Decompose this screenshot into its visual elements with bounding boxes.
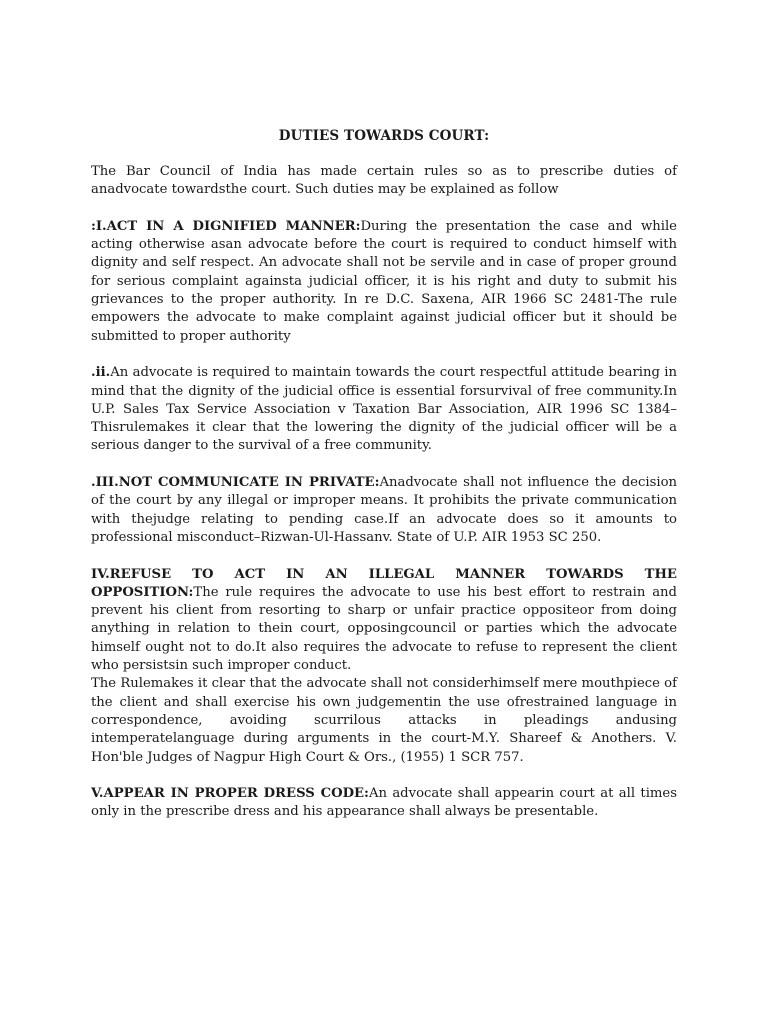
section-1-paragraph xyxy=(91,218,677,346)
section-2-body: An advocate is required to maintain towards the court respectful attitude bearing in mind that the dignity of the judicial office is essential forsurvival of free community.In U.P. Sales Tax Service Association v Taxation Bar Association, AIR 1996 SC 1384–Thisrulemakes it clear that the lowering the dignity of the judicial officer will be a serious danger to the survival of a free community. xyxy=(91,365,677,454)
section-1-heading: :I.ACT IN A DIGNIFIED MANNER: xyxy=(91,218,361,234)
section-4-extra-paragraph: The Rulemakes it clear that the advocate shall not considerhimself mere mouthpiece of the client and shall exercise his own judgementin the use ofrestrained language in correspondence, avoiding scurrilous attacks in pleadings andusing intemperatelanguage during arguments in the court-M.Y. Shareef & Anothers. V. Hon'ble Judges of Nagpur High Court & Ors., (1955) 1 SCR 757. xyxy=(91,676,677,765)
section-5-body: An advocate shall appearin court at all times only in the prescribe dress and his appearance shall always be presentable. xyxy=(91,786,677,820)
document-page xyxy=(91,127,677,822)
section-3-body: Anadvocate shall not influence the decision of the court by any illegal or improper means. It prohibits the private communication with thejudge relating to pending case.If an advocate does so it amounts to professional misconduct–Rizwan-Ul-Hassanv. State of U.P. AIR 1953 SC 250. xyxy=(91,475,678,545)
intro-paragraph: The Bar Council of India has made certain rules so as to prescribe duties of anadvocate towardsthe court. Such duties may be explained as follow xyxy=(91,164,677,198)
section-1-body: During the presentation the case and while acting otherwise asan advocate before the court is required to conduct himself with dignity and self respect. An advocate shall not be servile and in case of proper ground for serious complaint againsta judicial officer, it is his right and duty to submit his grievances to the proper authority. In re D.C. Saxena, AIR 1966 SC 2481-The rule empowers the advocate to make complaint against judicial officer but it should be submitted to proper authority xyxy=(91,218,677,344)
section-5-heading: V.APPEAR IN PROPER DRESS CODE: xyxy=(91,786,369,802)
section-2-heading: .ii. xyxy=(91,365,111,381)
section-4-heading: IV.REFUSE TO ACT IN AN ILLEGAL MANNER TOWARDS THE OPPOSITION: xyxy=(91,566,677,600)
section-3-heading: .III.NOT COMMUNICATE IN PRIVATE: xyxy=(91,475,380,491)
section-3-paragraph xyxy=(91,474,677,547)
section-4-paragraph xyxy=(91,566,677,676)
section-4-body: The rule requires the advocate to use his best effort to restrain and prevent his client from resorting to sharp or unfair practice oppositeor from doing anything in relation to thein court, opposingcouncil or parties which the advocate himself ought not to do.It also requires the advocate to refuse to represent the client who persistsin such improper conduct. xyxy=(91,584,677,674)
section-5-paragraph xyxy=(91,785,677,822)
section-2-paragraph xyxy=(91,364,677,455)
document-title: DUTIES TOWARDS COURT: xyxy=(278,128,490,144)
